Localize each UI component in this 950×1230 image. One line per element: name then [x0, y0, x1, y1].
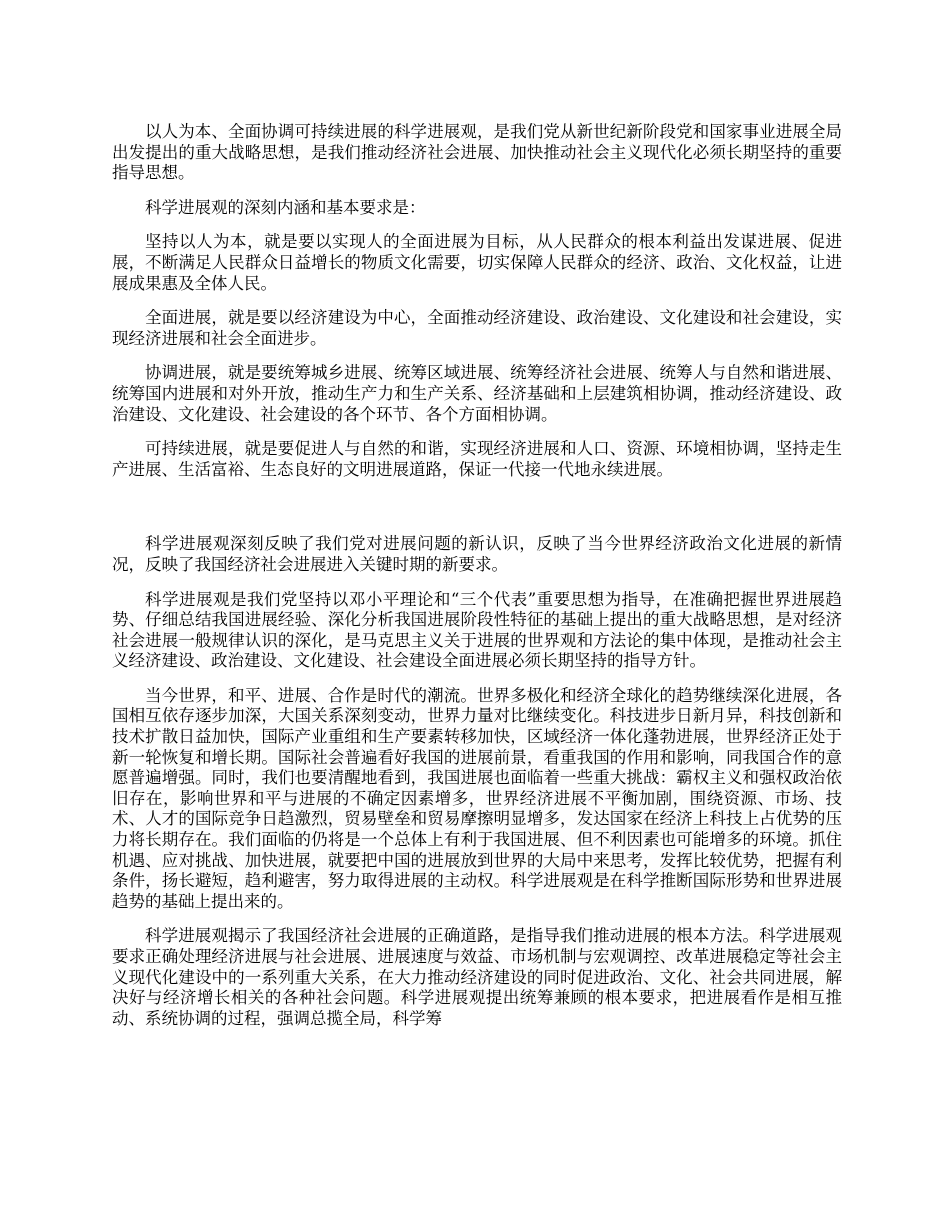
paragraph-intro: 以人为本、全面协调可持续进展的科学进展观，是我们党从新世纪新阶段党和国家事业进展全局出发提出的重大战略思想，是我们推动经济社会进展、加快推动社会主义现代化必须长期坚持的重要指导思想。	[112, 122, 842, 183]
paragraph-world-situation: 当今世界，和平、进展、合作是时代的潮流。世界多极化和经济全球化的趋势继续深化进展，各国相互依存逐步加深，大国关系深刻变动，世界力量对比继续变化。科技进步日新月异，科技创新和技术扩散日益加快，国际产业重组和生产要素转移加快，区域经济一体化蓬勃进展，世界经济正处于新一轮恢复和增长期。国际社会普遍看好我国的进展前景，看重我国的作用和影响，同我国合作的意愿普遍增强。同时，我们也要清醒地看到，我国进展也面临着一些重大挑战：霸权主义和强权政治依旧存在，影响世界和平与进展的不确定因素增多，世界经济进展不平衡加剧，围绕资源、市场、技术、人才的国际竞争日趋激烈，贸易壁垒和贸易摩擦明显增多，发达国家在经济上科技上占优势的压力将长期存在。我们面临的仍将是一个总体上有利于我国进展、但不利因素也可能增多的环境。抓住机遇、应对挑战、加快进展，就要把中国的进展放到世界的大局中来思考，发挥比较优势，把握有利条件，扬长避短，趋利避害，努力取得进展的主动权。科学进展观是在科学推断国际形势和世界进展趋势的基础上提出来的。	[112, 685, 842, 911]
paragraph-new-understanding: 科学进展观深刻反映了我们党对进展问题的新认识，反映了当今世界经济政治文化进展的新情况，反映了我国经济社会进展进入关键时期的新要求。	[112, 534, 842, 574]
paragraph-people-first: 坚持以人为本，就是要以实现人的全面进展为目标，从人民群众的根本利益出发谋进展、促进展，不断满足人民群众日益增长的物质文化需要，切实保障人民群众的经济、政治、文化权益，让进展成果惠及全体人民。	[112, 232, 842, 293]
section-gap	[112, 494, 842, 534]
paragraph-requirements-heading: 科学进展观的深刻内涵和基本要求是：	[145, 197, 426, 217]
paragraph-correct-path: 科学进展观揭示了我国经济社会进展的正确道路，是指导我们推动进展的根本方法。科学进展观要求正确处理经济进展与社会进展、进展速度与效益、市场机制与宏观调控、改革进展稳定等社会主义现代化建设中的一系列重大关系，在大力推动经济建设的同时促进政治、文化、社会共同进展，解决好与经济增长相关的各种社会问题。科学进展观提出统筹兼顾的根本要求，把进展看作是相互推动、系统协调的过程，强调总揽全局，科学筹	[112, 926, 842, 1028]
paragraph-coordinated: 协调进展，就是要统筹城乡进展、统筹区域进展、统筹经济社会进展、统筹人与自然和谐进展、统筹国内进展和对外开放，推动生产力和生产关系、经济基础和上层建筑相协调，推动经济建设、政治建设、文化建设、社会建设的各个环节、各个方面相协调。	[112, 363, 842, 424]
paragraph-guiding-principle: 科学进展观是我们党坚持以邓小平理论和“三个代表”重要思想为指导，在准确把握世界进展趋势、仔细总结我国进展经验、深化分析我国进展阶段性特征的基础上提出的重大战略思想，是对经济社会进展一般规律认识的深化，是马克思主义关于进展的世界观和方法论的集中体现，是推动社会主义经济建设、政治建设、文化建设、社会建设全面进展必须长期坚持的指导方针。	[112, 589, 842, 671]
paragraph-sustainable: 可持续进展，就是要促进人与自然的和谐，实现经济进展和人口、资源、环境相协调，坚持走生产进展、生活富裕、生态良好的文明进展道路，保证一代接一代地永续进展。	[112, 439, 842, 479]
document-page	[112, 122, 842, 1043]
paragraph-comprehensive: 全面进展，就是要以经济建设为中心，全面推动经济建设、政治建设、文化建设和社会建设，实现经济进展和社会全面进步。	[112, 308, 842, 348]
